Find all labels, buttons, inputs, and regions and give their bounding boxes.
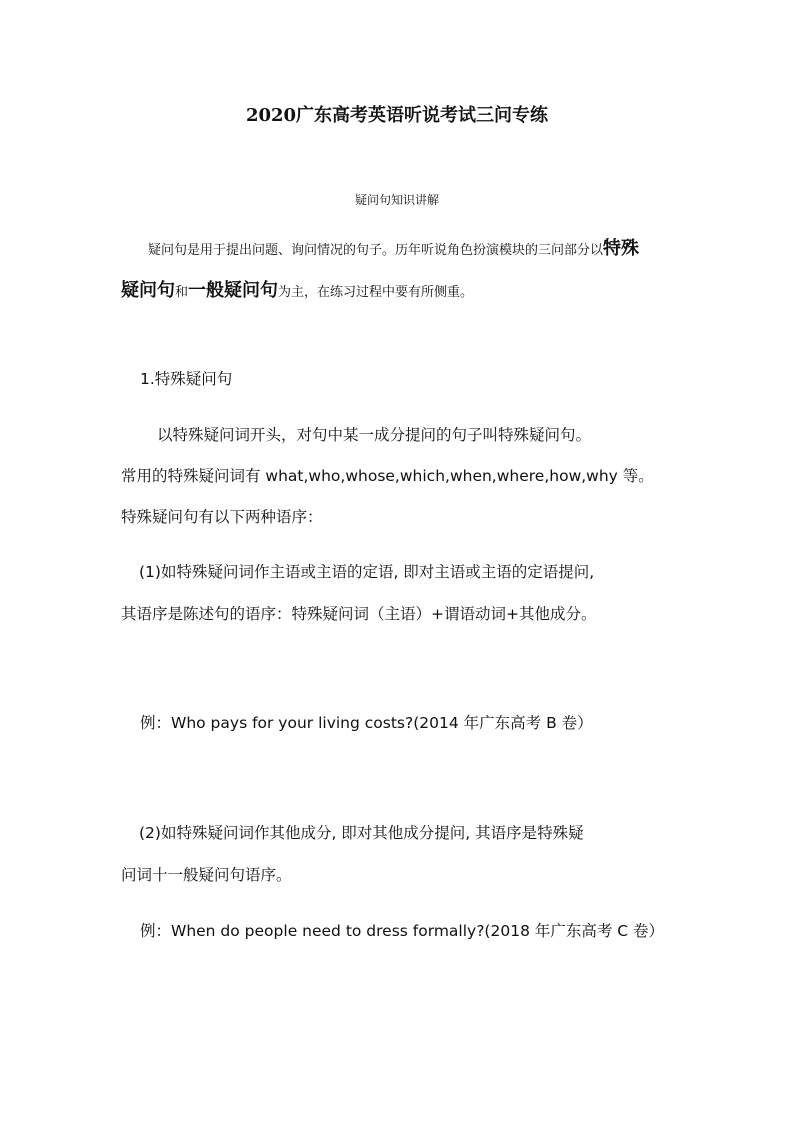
example-1: 例：Who pays for your living costs?(2014 年广东高考 B 卷） xyxy=(140,714,593,732)
para-1-line-1: 以特殊疑问词开头，对句中某一成分提问的句子叫特殊疑问句。 xyxy=(157,426,592,444)
example-2: 例：When do people need to dress formally?(2018 年广东高考 C 卷） xyxy=(140,922,665,940)
intro-emphasis-question: 疑问句 xyxy=(121,280,175,301)
intro-emphasis-general-question: 一般疑问句 xyxy=(188,280,279,301)
intro-text-2: 和 xyxy=(175,285,189,300)
document-title: 2020广东高考英语听说考试三问专练 xyxy=(245,105,549,126)
para-1-line-2: 常用的特殊疑问词有 what,who,whose,which,when,where,how,why 等。 xyxy=(121,467,654,485)
rule-2-line-1: (2)如特殊疑问词作其他成分, 即对其他成分提问, 其语序是特殊疑 xyxy=(139,824,584,842)
intro-paragraph-line-2 xyxy=(121,282,473,300)
document-subtitle: 疑问句知识讲解 xyxy=(354,193,439,207)
intro-emphasis-special: 特殊 xyxy=(603,238,640,259)
intro-paragraph-line-1 xyxy=(148,240,639,258)
intro-text-1: 疑问句是用于提出问题、询问情况的句子。历年听说角色扮演模块的三问部分以 xyxy=(148,243,604,258)
rule-1-line-2: 其语序是陈述句的语序：特殊疑问词（主语）+谓语动词+其他成分。 xyxy=(121,605,597,623)
section-1-heading: 1.特殊疑问句 xyxy=(140,370,233,388)
rule-2-line-2: 问词十一般疑问句语序。 xyxy=(121,866,292,884)
intro-text-3: 为主，在练习过程中要有所侧重。 xyxy=(278,285,474,300)
rule-1-line-1: (1)如特殊疑问词作主语或主语的定语, 即对主语或主语的定语提问, xyxy=(139,563,595,581)
para-1-line-3: 特殊疑问句有以下两种语序： xyxy=(121,508,323,526)
